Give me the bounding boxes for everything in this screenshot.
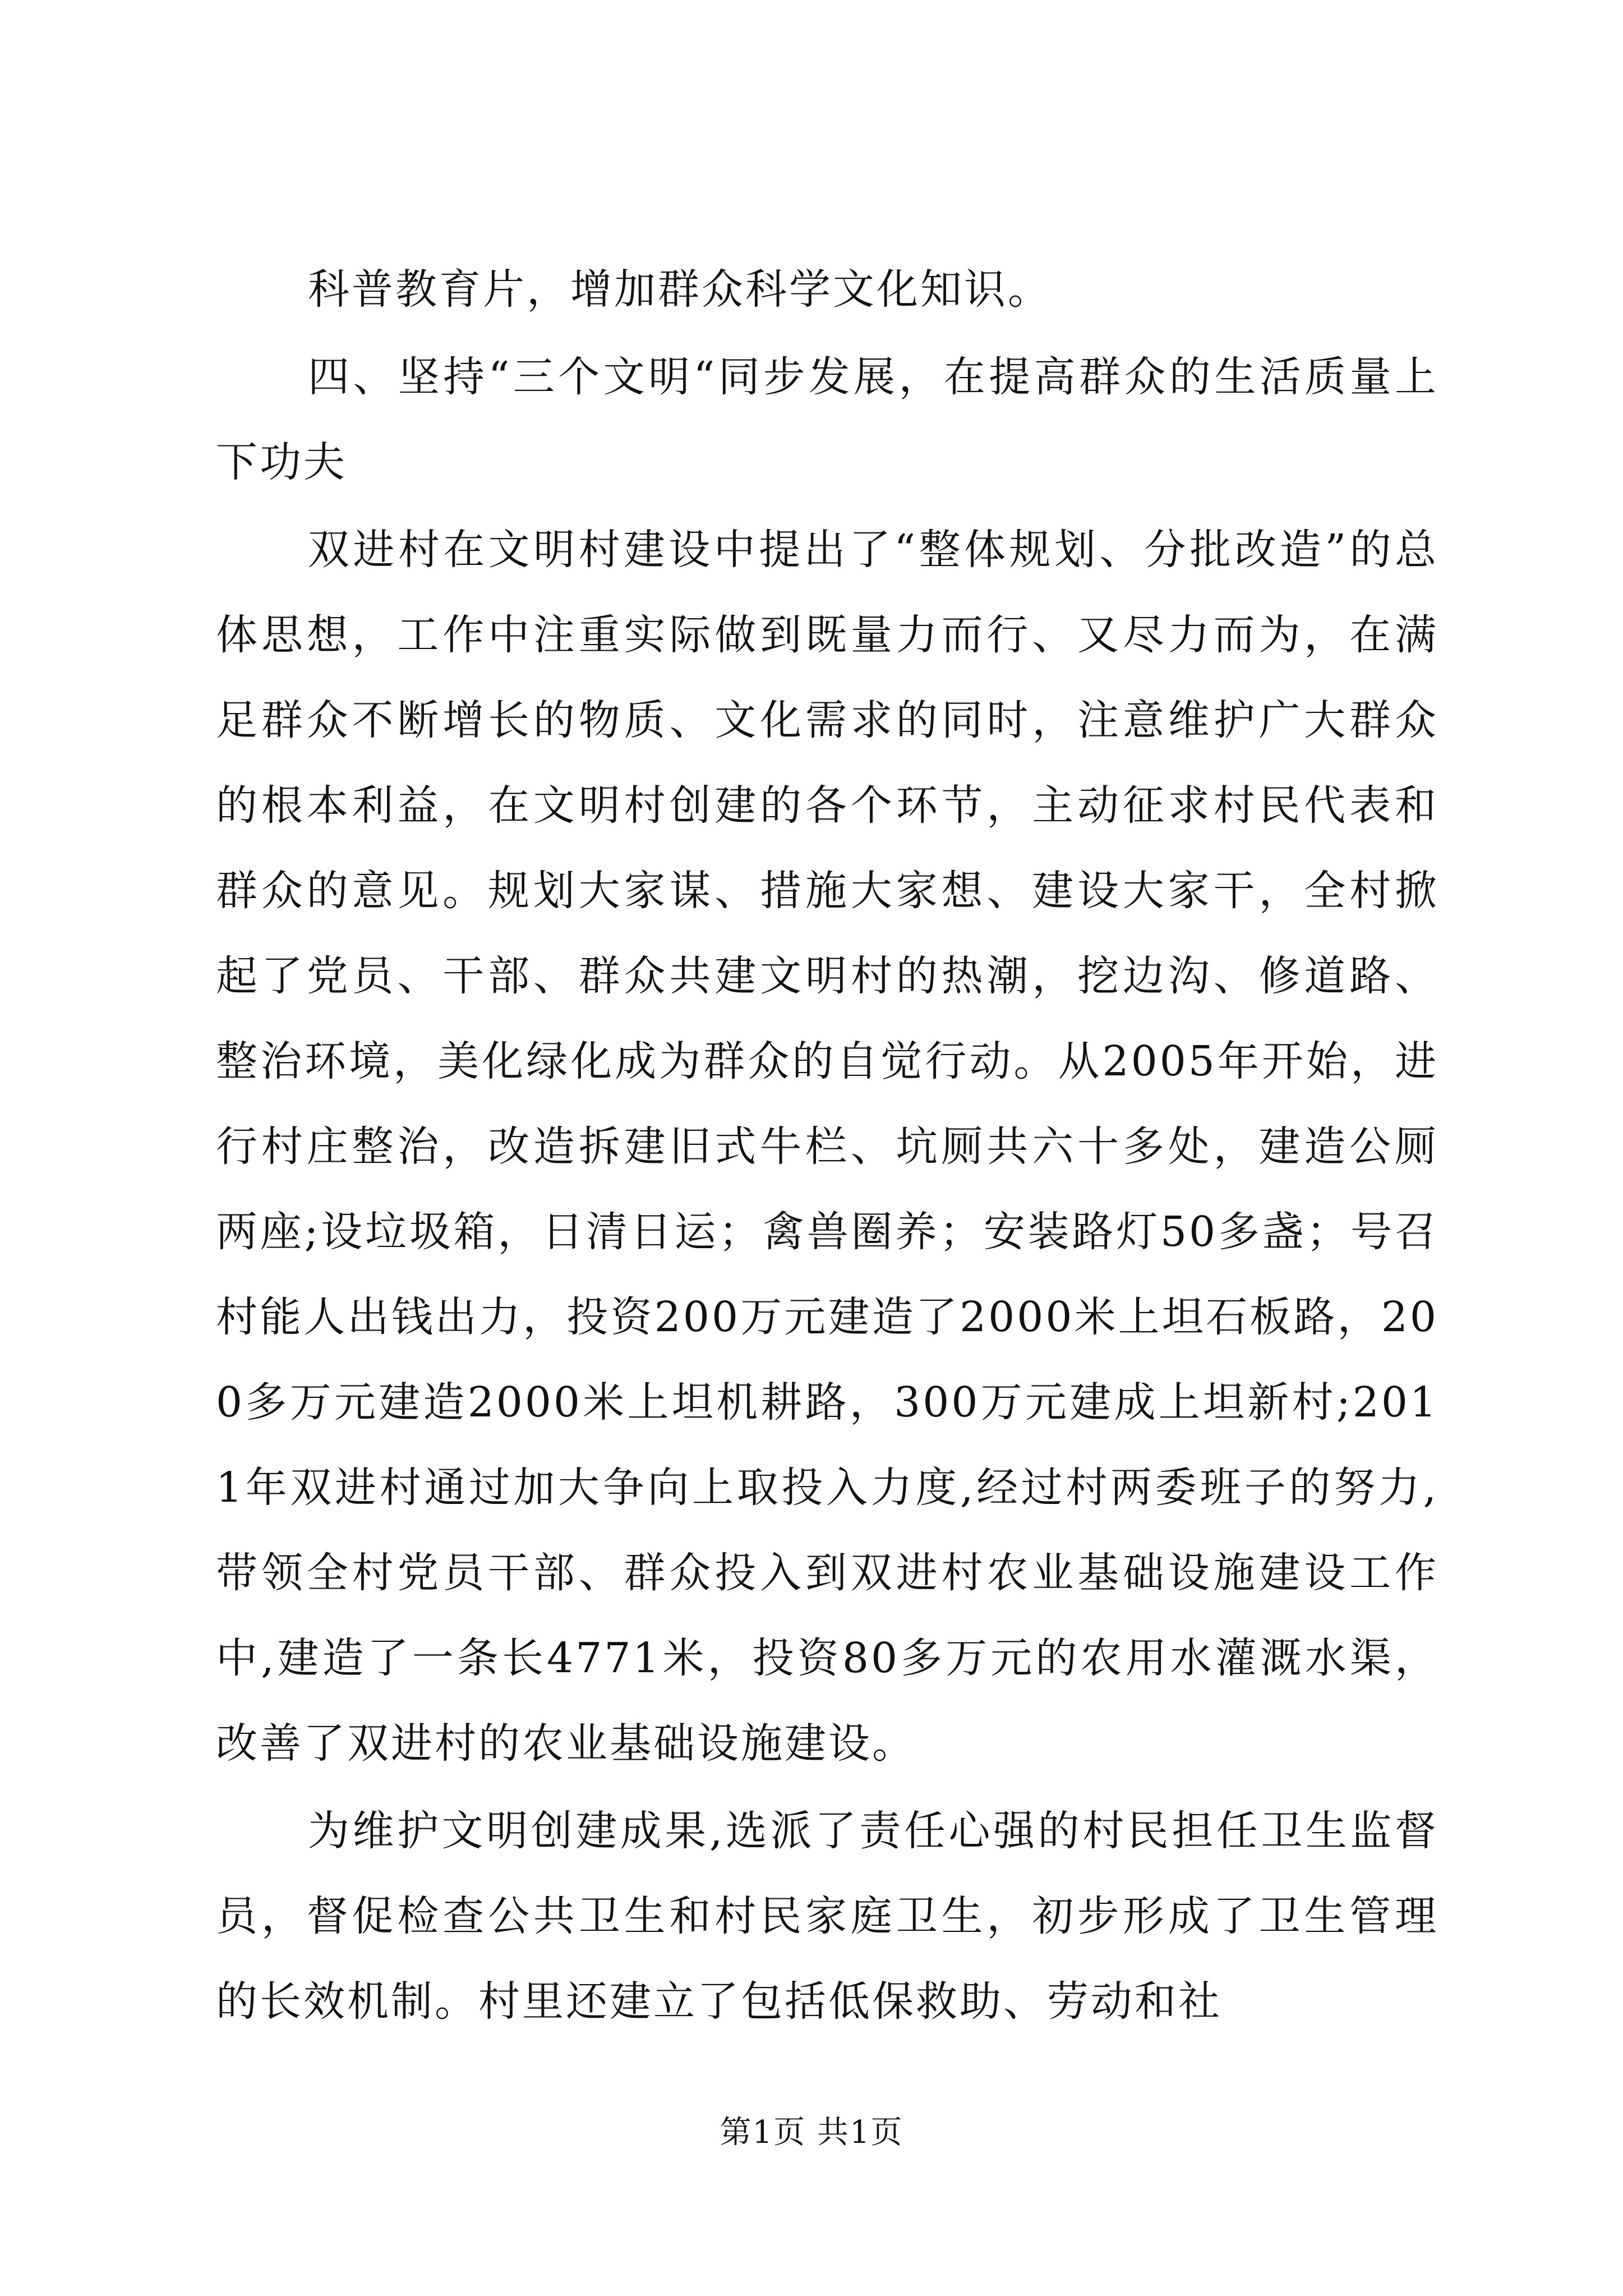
paragraph-2: 双进村在文明村建设中提出了“整体规划、分批改造”的总体思想，工作中注重实际做到既量力而行、又尽力而为，在满足群众不断增长的物质、文化需求的同时，注意维护广大群众的根本利益，在文明村创建的各个环节，主动征求村民代表和群众的意见。规划大家谋、措施大家想、建设大家干，全村掀起了党员、干部、群众共建文明村的热潮，挖边沟、修道路、整治环境，美化绿化成为群众的自觉行动。从2005年开始，进行村庄整治，改造拆建旧式牛栏、坑厕共六十多处，建造公厕两座;设垃圾箱，日清日运；禽兽圈养；安装路灯50多盏；号召村能人出钱出力，投资200万元建造了2000米上坦石板路，200多万元建造2000米上坦机耕路，300万元建成上坦新村;2011年双进村通过加大争向上取投入力度,经过村两委班子的努力,带领全村党员干部、群众投入到双进村农业基础设施建设工作中,建造了一条长4771米，投资80多万元的农用水灌溉水渠，改善了双进村的农业基础设施建设。: [216, 526, 1438, 1768]
paragraph-3: 为维护文明创建成果,选派了责任心强的村民担任卫生监督员，督促检查公共卫生和村民家庭卫生，初步形成了卫生管理的长效机制。村里还建立了包括低保救助、劳动和社: [216, 1807, 1438, 2026]
body-text: [216, 247, 1438, 2044]
section-heading-4: 四、坚持“三个文明“同步发展，在提高群众的生活质量上下功夫: [216, 353, 1438, 486]
page-footer: 第1页 共1页: [720, 2114, 903, 2151]
paragraph-1: 科普教育片，增加群众科学文化知识。: [308, 265, 1052, 314]
